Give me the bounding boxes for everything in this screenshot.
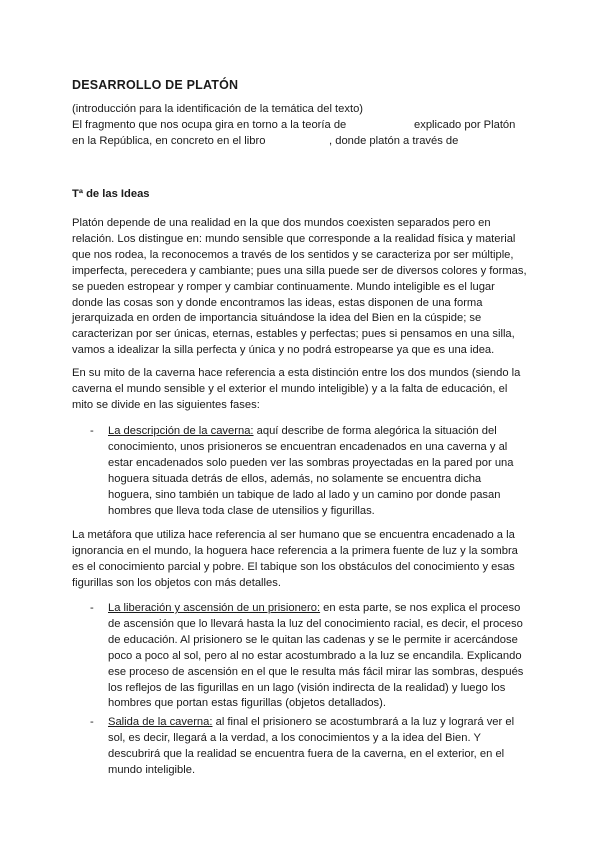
intro-line-1 xyxy=(72,101,542,117)
intro-line-3-end: , donde platón a través de xyxy=(329,135,459,148)
intro-line-2 xyxy=(72,117,542,133)
paragraph-metaphor: La metáfora que utiliza hace referencia al ser humano que se encuentra encadenado a la ignorancia en el mundo, la hoguera hace referencia a la primera fuente de luz y la sombra es el conocimiento parcial y pobre. El tabique son los obstáculos del conocimiento y esas figurillas son los objetos con más detalles. xyxy=(72,529,518,589)
list-item-body xyxy=(108,715,526,779)
intro-line-3 xyxy=(72,133,542,149)
list-item-text: en esta parte, se nos explica el proceso de ascensión que lo llevará hasta la luz del conocimiento racial, es decir, el proceso de educación. Al prisionero se le quitan las cadenas y se le permite ir acercándose poco a poco al sol, pero al no estar acostumbrado a la luz se encandila. Explicando ese proceso de ascensión en el que le resulta más fácil mirar las sombras, después los reflejos de las figurillas en un lago (visión indirecta de la realidad) y luego los hombres que portan estas figurillas (objetos detallados). xyxy=(108,602,524,710)
list-item-text: aquí describe de forma alegórica la situación del conocimiento, unos prisioneros se encuentran encadenados en una caverna y al estar encadenados solo pueden ver las sombras proyectadas en la pared por una hoguera situada detrás de ellos, además, no solamente se encuentra dicha hoguera, sino también un tabique de lado al lado y un camino por donde pasan hombres que lleva toda clase de utensilios y figurillas. xyxy=(108,425,514,517)
intro-line-2-start: El fragmento que nos ocupa gira en torno a la teoría de xyxy=(72,119,347,132)
list-item-text: al final el prisionero se acostumbrará a la luz y logrará ver el sol, es decir, llegará a la verdad, a los conocimientos y a la idea del Bien. Y descubrirá que la realidad se encuentra fuera de la caverna, en el exterior, en el mundo inteligible. xyxy=(108,716,515,776)
bullet-dash: - xyxy=(90,602,94,614)
paragraph-two-worlds: Platón depende de una realidad en la que dos mundos coexisten separados pero en relación. Los distingue en: mundo sensible que corresponde a la realidad física y material que nos rodea, la reconocemos a través de los sentidos y se caracteriza por ser múltiple, imperfecta, perecedera y cambiante; pues una silla puede ser de diversos colores y formas, se pueden estropear y romper y cambiar continuamente. Mundo inteligible es el lugar donde las cosas son y donde encontramos las ideas, estas disponen de una forma jerarquizada en orden de importancia situándose la idea del Bien en la cúspide; se caracterizan por ser únicas, eternas, estables y perfectas; pues si pensamos en una silla, vamos a idealizar la silla perfecta y única y no podrá estropearse ya que es una idea. xyxy=(72,217,527,357)
list-item xyxy=(90,424,526,519)
list-item xyxy=(90,715,526,779)
intro-note: (introducción para la identificación de la temática del texto) xyxy=(72,103,364,115)
list-item-body xyxy=(108,424,526,519)
list-item-heading: Salida de la caverna: xyxy=(108,716,213,728)
list-item-heading: La liberación y ascensión de un prisionero: xyxy=(108,602,321,614)
intro-line-2-end: explicado por Platón xyxy=(414,119,516,132)
list-item xyxy=(90,601,526,712)
paragraph-cave-myth: En su mito de la caverna hace referencia a esta distinción entre los dos mundos (siendo la caverna el mundo sensible y el exterior el mundo inteligible) y a la falta de educación, el mito se divide en las siguientes fases: xyxy=(72,367,521,411)
document-title: DESARROLLO DE PLATÓN xyxy=(72,78,239,92)
bullet-dash: - xyxy=(90,425,94,437)
bullet-dash: - xyxy=(90,716,94,728)
section-heading: Tª de las Ideas xyxy=(72,188,150,200)
list-item-body xyxy=(108,601,526,712)
introduction-block xyxy=(72,101,542,150)
list-item-heading: La descripción de la caverna: xyxy=(108,425,254,437)
intro-line-3-start: en la República, en concreto en el libro xyxy=(72,135,266,148)
